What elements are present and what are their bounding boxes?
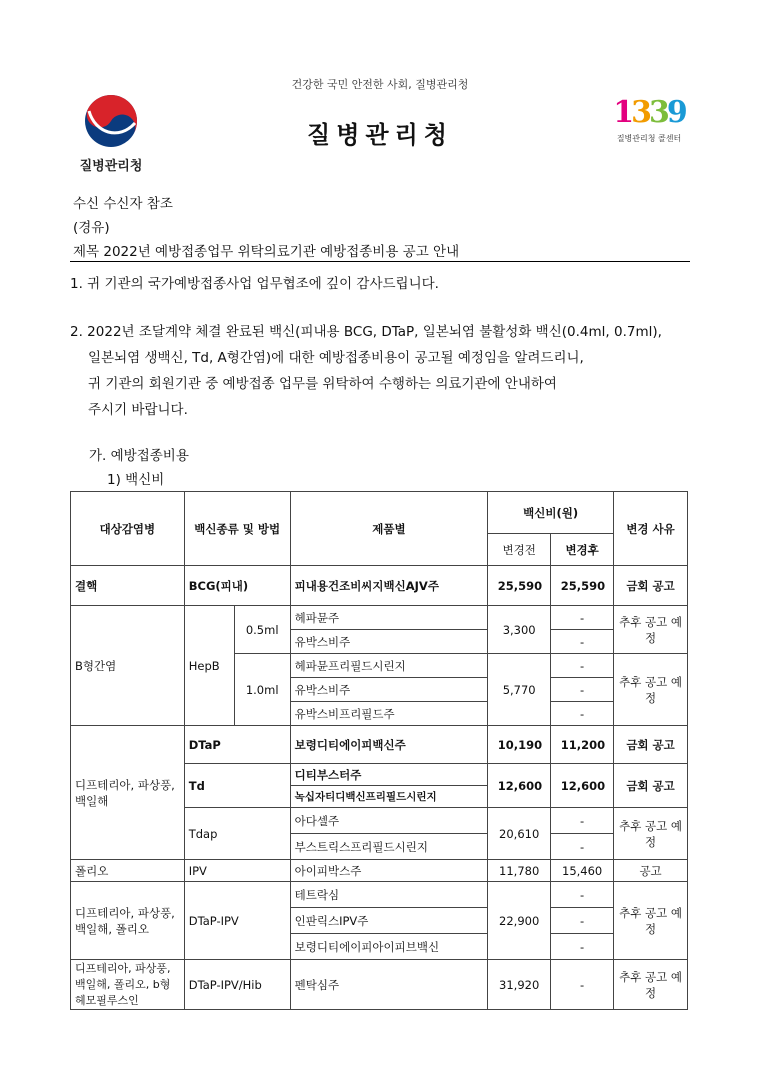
recipient-line: 수신 수신자 참조 <box>73 196 173 212</box>
cell-type: DTaP-IPV <box>184 882 290 960</box>
cell-before: 3,300 <box>488 606 551 654</box>
cell-after: 11,200 <box>551 726 614 764</box>
cell-type: Td <box>184 764 290 808</box>
callcenter-logo <box>604 95 694 144</box>
table-row <box>71 606 688 630</box>
cell-after: - <box>551 678 614 702</box>
cell-type: DTaP <box>184 726 290 764</box>
cell-before: 10,190 <box>488 726 551 764</box>
paragraph-2-line-3: 귀 기관의 회원기관 중 예방접종 업무를 위탁하여 수행하는 의료기관에 안내하여 <box>88 376 557 392</box>
cell-product: 헤파뮨주 <box>290 606 488 630</box>
cell-before: 11,780 <box>488 860 551 882</box>
cell-product: 유박스비프리필드주 <box>290 702 488 726</box>
cell-type: DTaP-IPV/Hib <box>184 960 290 1010</box>
cell-product: 아다셀주 <box>290 808 488 834</box>
section-heading-a: 가. 예방접종비용 <box>89 448 189 464</box>
cell-after: - <box>551 934 614 960</box>
cell-type: BCG(피내) <box>184 566 290 606</box>
cell-before: 25,590 <box>488 566 551 606</box>
cell-reason: 금회 공고 <box>614 764 688 808</box>
cell-disease: B형간염 <box>71 606 185 726</box>
cell-product: 보령디티에이피아이피브백신 <box>290 934 488 960</box>
cell-reason: 금회 공고 <box>614 726 688 764</box>
cell-before: 31,920 <box>488 960 551 1010</box>
cell-product: 펜탁심주 <box>290 960 488 1010</box>
section-heading-1: 1) 백신비 <box>107 472 165 488</box>
cell-after: 25,590 <box>551 566 614 606</box>
cell-product: 아이피박스주 <box>290 860 488 882</box>
paragraph-2-line-4: 주시기 바랍니다. <box>88 402 188 418</box>
cell-type: HepB <box>184 606 234 726</box>
header-after: 변경후 <box>551 534 614 566</box>
table-row <box>71 960 688 1010</box>
table-row <box>71 566 688 606</box>
cell-product: 유박스비주 <box>290 630 488 654</box>
cell-after: 12,600 <box>551 764 614 808</box>
cell-after: - <box>551 654 614 678</box>
cell-after: - <box>551 630 614 654</box>
header-product: 제품별 <box>290 492 488 566</box>
cell-product: 피내용건조비씨지백신AJV주 <box>290 566 488 606</box>
cell-after: - <box>551 702 614 726</box>
cell-product: 테트락심 <box>290 882 488 908</box>
cell-before: 22,900 <box>488 882 551 960</box>
cell-after: 15,460 <box>551 860 614 882</box>
header-before: 변경전 <box>488 534 551 566</box>
left-logo-caption: 질병관리청 <box>79 159 143 174</box>
cell-after: - <box>551 834 614 860</box>
paragraph-1: 1. 귀 기관의 국가예방접종사업 업무협조에 깊이 감사드립니다. <box>70 276 439 292</box>
cell-product: 유박스비주 <box>290 678 488 702</box>
table-row <box>71 726 688 764</box>
cell-product: 보령디티에이피백신주 <box>290 726 488 764</box>
slogan: 건강한 국민 안전한 사회, 질병관리청 <box>291 78 469 91</box>
cell-dose: 1.0ml <box>234 654 290 726</box>
cell-disease: 디프테리아, 파상풍, 백일해, 폴리오 <box>71 882 185 960</box>
cell-disease: 디프테리아, 파상풍, 백일해 <box>71 726 185 860</box>
header-cost: 백신비(원) <box>488 492 614 534</box>
cell-type: Tdap <box>184 808 290 860</box>
subject-divider <box>70 261 690 262</box>
callcenter-number: 1339 <box>613 95 685 130</box>
cell-after: - <box>551 808 614 834</box>
cell-product: 녹십자티디백신프리필드시린지 <box>290 786 488 808</box>
vaccine-cost-table <box>70 491 688 1010</box>
cell-disease: 폴리오 <box>71 860 185 882</box>
cell-product: 헤파뮨프리필드시린지 <box>290 654 488 678</box>
cell-reason: 추후 공고 예정 <box>614 654 688 726</box>
header-reason: 변경 사유 <box>614 492 688 566</box>
paragraph-2-line-2: 일본뇌염 생백신, Td, A형간염)에 대한 예방접종비용이 공고될 예정임을 알려드리니, <box>88 350 584 366</box>
paragraph-2 <box>70 319 700 423</box>
cell-reason: 추후 공고 예정 <box>614 882 688 960</box>
cell-product: 디티부스터주 <box>290 764 488 786</box>
cell-product: 인판릭스IPV주 <box>290 908 488 934</box>
cell-reason: 공고 <box>614 860 688 882</box>
cell-after: - <box>551 960 614 1010</box>
cell-before: 5,770 <box>488 654 551 726</box>
cell-disease: 결핵 <box>71 566 185 606</box>
cell-reason: 추후 공고 예정 <box>614 606 688 654</box>
cell-after: - <box>551 882 614 908</box>
right-logo-caption: 질병관리청 콜센터 <box>616 134 682 143</box>
cell-type: IPV <box>184 860 290 882</box>
cell-after: - <box>551 908 614 934</box>
cell-product: 부스트릭스프리필드시린지 <box>290 834 488 860</box>
cell-before: 12,600 <box>488 764 551 808</box>
header-disease: 대상감염병 <box>71 492 185 566</box>
header-vaccine-type: 백신종류 및 방법 <box>184 492 290 566</box>
table-row <box>71 860 688 882</box>
paragraph-2-line-1: 2. 2022년 조달계약 체결 완료된 백신(피내용 BCG, DTaP, 일본뇌염 불활성화 백신(0.4ml, 0.7ml), <box>70 324 662 340</box>
cell-disease: 디프테리아, 파상풍, 백일해, 폴리오, b형헤모필루스인 <box>71 960 185 1010</box>
cell-reason: 추후 공고 예정 <box>614 960 688 1010</box>
cell-reason: 금회 공고 <box>614 566 688 606</box>
org-title: 질병관리청 <box>307 121 453 149</box>
cell-after: - <box>551 606 614 630</box>
subject-line: 제목 2022년 예방접종업무 위탁의료기관 예방접종비용 공고 안내 <box>73 244 460 260</box>
cell-before: 20,610 <box>488 808 551 860</box>
cell-reason: 추후 공고 예정 <box>614 808 688 860</box>
table-row <box>71 882 688 908</box>
cell-dose: 0.5ml <box>234 606 290 654</box>
via-line: (경유) <box>73 220 110 236</box>
